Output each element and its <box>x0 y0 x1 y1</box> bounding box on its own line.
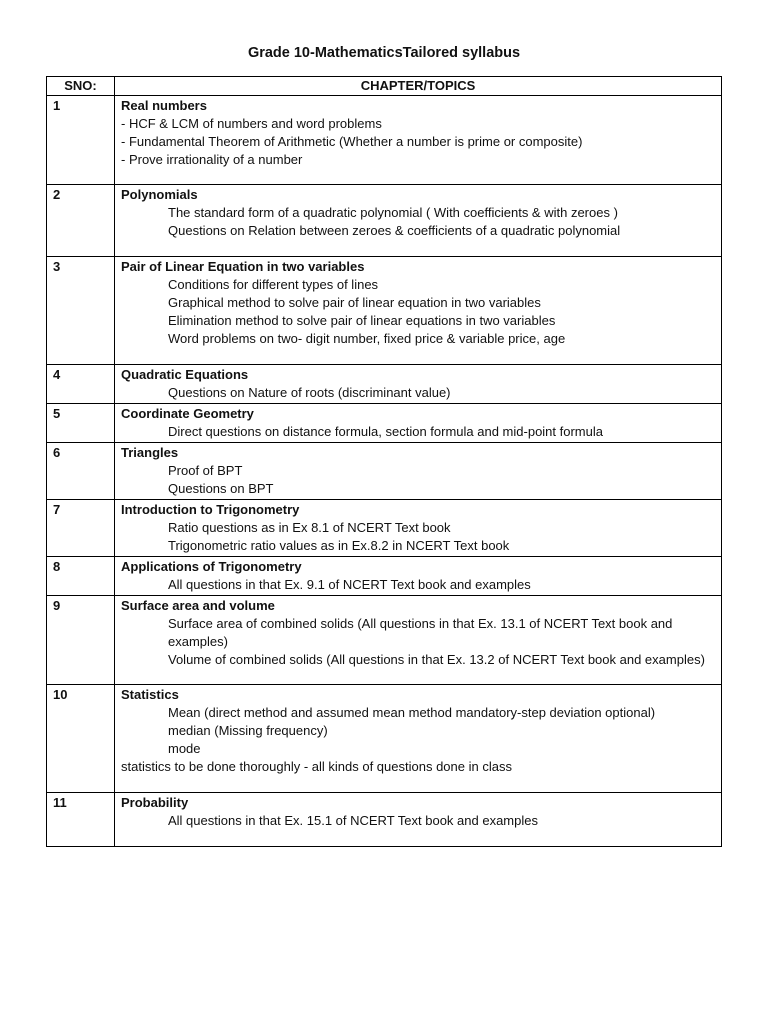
page-title: Grade 10-MathematicsTailored syllabus <box>247 45 521 61</box>
table-row <box>47 443 722 500</box>
topic-line: - Prove irrationality of a number <box>121 152 303 167</box>
chapter-title: Polynomials <box>121 187 198 202</box>
topic-line: Direct questions on distance formula, section formula and mid-point formula <box>168 424 603 439</box>
chapter-title: Quadratic Equations <box>121 367 249 382</box>
row-number: 6 <box>47 443 115 500</box>
chapter-cell <box>115 404 722 443</box>
table-row <box>47 404 722 443</box>
chapter-cell <box>115 596 722 685</box>
chapter-title: Introduction to Trigonometry <box>121 502 300 517</box>
header-chapter-topics: CHAPTER/TOPICS <box>115 77 722 96</box>
topic-line: Word problems on two- digit number, fixed price & variable price, age <box>168 331 566 346</box>
topic-line: Questions on Relation between zeroes & coefficients of a quadratic polynomial <box>168 223 621 238</box>
topic-line: Questions on Nature of roots (discriminant value) <box>168 385 451 400</box>
row-number: 7 <box>47 500 115 557</box>
row-number: 4 <box>47 365 115 404</box>
chapter-title: Real numbers <box>121 98 207 113</box>
row-number: 1 <box>47 96 115 185</box>
topic-line: - HCF & LCM of numbers and word problems <box>121 116 382 131</box>
chapter-cell <box>115 365 722 404</box>
table-row <box>47 793 722 847</box>
topic-line: The standard form of a quadratic polynomial ( With coefficients & with zeroes ) <box>168 205 618 220</box>
chapter-cell <box>115 685 722 793</box>
topic-line: Conditions for different types of lines <box>168 277 379 292</box>
chapter-title: Applications of Trigonometry <box>121 559 302 574</box>
table-row <box>47 685 722 793</box>
row-number: 5 <box>47 404 115 443</box>
topic-line: Graphical method to solve pair of linear equation in two variables <box>168 295 541 310</box>
chapter-title: Coordinate Geometry <box>121 406 254 421</box>
table-row <box>47 365 722 404</box>
chapter-cell <box>115 185 722 257</box>
topic-line: Trigonometric ratio values as in Ex.8.2 in NCERT Text book <box>168 538 510 553</box>
chapter-title: Pair of Linear Equation in two variables <box>121 259 365 274</box>
chapter-title: Statistics <box>121 687 179 702</box>
topic-line: - Fundamental Theorem of Arithmetic (Whether a number is prime or composite) <box>121 134 583 149</box>
chapter-cell <box>115 257 722 365</box>
topic-line: Surface area of combined solids (All questions in that Ex. 13.1 of NCERT Text book and examples) <box>168 616 673 649</box>
chapter-cell <box>115 96 722 185</box>
row-number: 11 <box>47 793 115 847</box>
topic-line: statistics to be done thoroughly - all kinds of questions done in class <box>121 759 512 774</box>
topic-line: All questions in that Ex. 9.1 of NCERT Text book and examples <box>168 577 531 592</box>
chapter-title: Probability <box>121 795 189 810</box>
chapter-cell <box>115 500 722 557</box>
row-number: 3 <box>47 257 115 365</box>
chapter-title: Triangles <box>121 445 179 460</box>
chapter-cell <box>115 443 722 500</box>
topic-line: Elimination method to solve pair of linear equations in two variables <box>168 313 556 328</box>
table-row <box>47 596 722 685</box>
row-number: 10 <box>47 685 115 793</box>
syllabus-table <box>46 76 722 847</box>
topic-line: Questions on BPT <box>168 481 274 496</box>
table-row <box>47 500 722 557</box>
topic-line: Volume of combined solids (All questions in that Ex. 13.2 of NCERT Text book and examples) <box>168 652 705 667</box>
row-number: 2 <box>47 185 115 257</box>
chapter-title: Surface area and volume <box>121 598 275 613</box>
topic-line: All questions in that Ex. 15.1 of NCERT Text book and examples <box>168 813 538 828</box>
topic-line: Ratio questions as in Ex 8.1 of NCERT Text book <box>168 520 451 535</box>
table-header-row <box>47 77 722 96</box>
topic-line: mode <box>168 741 201 756</box>
table-row <box>47 257 722 365</box>
chapter-cell <box>115 793 722 847</box>
table-row <box>47 96 722 185</box>
table-row <box>47 185 722 257</box>
topic-line: Proof of BPT <box>168 463 243 478</box>
row-number: 9 <box>47 596 115 685</box>
header-sno: SNO: <box>47 77 115 96</box>
chapter-cell <box>115 557 722 596</box>
topic-line: Mean (direct method and assumed mean method mandatory-step deviation optional) <box>168 705 656 720</box>
topic-line: median (Missing frequency) <box>168 723 328 738</box>
row-number: 8 <box>47 557 115 596</box>
table-row <box>47 557 722 596</box>
